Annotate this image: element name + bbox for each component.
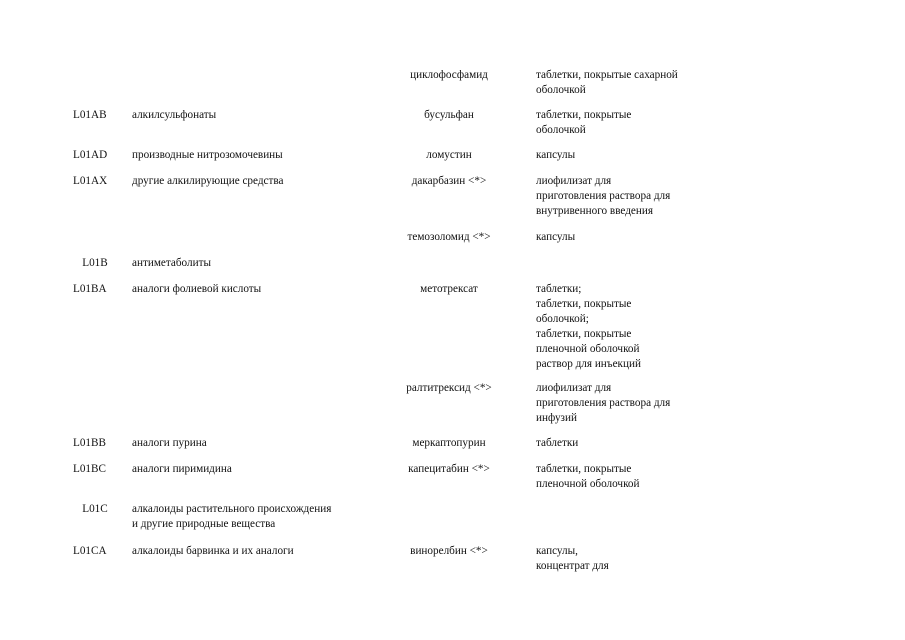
drug-name: ломустин bbox=[426, 149, 472, 161]
dosage-form: таблетки bbox=[536, 437, 579, 449]
drug-name: дакарбазин <*> bbox=[411, 175, 487, 187]
dosage-form: капсулы bbox=[536, 149, 576, 161]
atc-code: L01AX bbox=[73, 175, 108, 187]
dosage-form: капсулы, концентрат для bbox=[536, 545, 609, 572]
atc-code: L01AB bbox=[73, 109, 107, 121]
dosage-form: таблетки, покрытые сахарной оболочкой bbox=[536, 69, 678, 96]
atc-code: L01CA bbox=[73, 545, 107, 557]
drug-name: циклофосфамид bbox=[410, 69, 488, 81]
dosage-form: лиофилизат для приготовления раствора для внутривенного введения bbox=[536, 175, 671, 217]
atc-code: L01C bbox=[82, 503, 108, 515]
pharm-group: алкилсульфонаты bbox=[132, 109, 217, 121]
drug-name: винорелбин <*> bbox=[410, 545, 488, 557]
atc-code: L01AD bbox=[73, 149, 108, 161]
dosage-form: лиофилизат для приготовления раствора для инфузий bbox=[536, 382, 671, 424]
atc-code: L01BA bbox=[73, 283, 107, 295]
pharm-group: аналоги фолиевой кислоты bbox=[132, 283, 262, 295]
pharm-group: другие алкилирующие средства bbox=[132, 175, 284, 187]
pharm-group: аналоги пиримидина bbox=[132, 463, 232, 475]
drug-name: метотрексат bbox=[420, 283, 478, 295]
pharm-group: алкалоиды растительного происхождения и другие природные вещества bbox=[132, 503, 332, 530]
atc-code: L01BC bbox=[73, 463, 106, 475]
dosage-form: капсулы bbox=[536, 231, 576, 243]
atc-code: L01B bbox=[82, 257, 108, 269]
drug-name: ралтитрексид <*> bbox=[406, 382, 492, 394]
atc-code: L01BB bbox=[73, 437, 106, 449]
pharm-group: производные нитрозомочевины bbox=[132, 149, 283, 161]
dosage-form: таблетки, покрытые оболочкой bbox=[536, 109, 632, 136]
drug-name: бусульфан bbox=[424, 109, 474, 121]
drug-name: капецитабин <*> bbox=[408, 463, 490, 475]
dosage-form: таблетки; таблетки, покрытые оболочкой; таблетки, покрытые пленочной оболочкой раствор для инъекций bbox=[536, 283, 641, 370]
pharm-group: аналоги пурина bbox=[132, 437, 207, 449]
pharm-group: антиметаболиты bbox=[132, 257, 211, 269]
pharm-group: алкалоиды барвинка и их аналоги bbox=[132, 545, 294, 557]
drug-name: меркаптопурин bbox=[412, 437, 486, 449]
dosage-form: таблетки, покрытые пленочной оболочкой bbox=[536, 463, 640, 490]
drug-name: темозоломид <*> bbox=[407, 231, 491, 243]
